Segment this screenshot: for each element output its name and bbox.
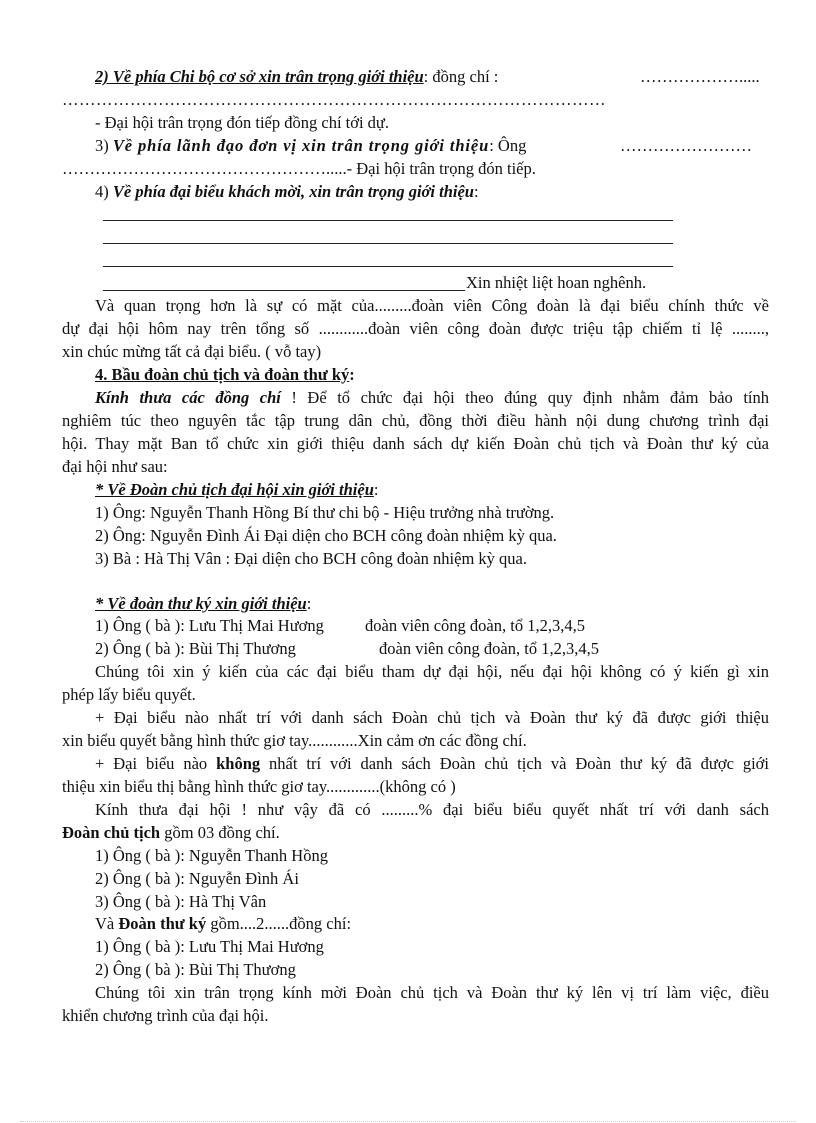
vote-p1-line-2: phép lấy biểu quyết. xyxy=(62,685,196,704)
result-secretariat-item: 2) Ông ( bà ): Bùi Thị Thương xyxy=(95,960,296,979)
closing-line-2: khiển chương trình của đại hội. xyxy=(62,1006,269,1025)
section-2-label: 2) Về phía Chi bộ cơ sở xin trân trọng giới thiệu xyxy=(95,67,424,86)
section-2-welcome: - Đại hội trân trọng đón tiếp đồng chí tới dự. xyxy=(95,113,389,132)
intro-line-2: nghiêm túc theo nguyên tắc tập trung dân chủ, đồng thời điều hành nội dung chương trình đại xyxy=(62,411,769,430)
section-3-line-1: 3) Về phía lãnh đạo đơn vị xin trân trọng giới thiệu: Ông xyxy=(95,136,527,155)
section-3-label: Về phía lãnh đạo đơn vị xin trân trọng giới thiệu xyxy=(112,136,490,155)
guest-blank-line-2[interactable] xyxy=(103,243,673,244)
page-bottom-divider xyxy=(20,1121,796,1122)
section-heading-elect: 4. Bầu đoàn chủ tịch và đoàn thư ký: xyxy=(95,365,355,384)
presence-line-3: xin chúc mừng tất cả đại biểu. ( vỗ tay) xyxy=(62,342,322,361)
guest-blank-line-4[interactable] xyxy=(103,290,465,291)
result-presidium-item: 2) Ông ( bà ): Nguyễn Đình Ái xyxy=(95,869,299,888)
secretariat-heading: * Về đoàn thư ký xin giới thiệu: xyxy=(95,594,312,613)
section-3-line-2: ………………………………………….....- Đại hội trân trọng đón tiếp. xyxy=(62,159,536,178)
section-2-dots: ………………..... xyxy=(640,67,760,86)
result-line-2: Đoàn chủ tịch gồm 03 đồng chí. xyxy=(62,823,280,842)
intro-line-4: đại hội như sau: xyxy=(62,457,168,476)
secretariat-item-role: đoàn viên công đoàn, tổ 1,2,3,4,5 xyxy=(365,616,585,635)
section-4-label: Về phía đại biểu khách mời, xin trân trọng giới thiệu xyxy=(112,182,474,201)
presidium-item: 1) Ông: Nguyễn Thanh Hồng Bí thư chi bộ - Hiệu trưởng nhà trường. xyxy=(95,503,555,522)
section-2-dots-line: …………………………………………………………………………………… xyxy=(62,90,606,109)
secretariat-item-name: 2) Ông ( bà ): Bùi Thị Thương xyxy=(95,639,296,658)
presence-line-1: Và quan trọng hơn là sự có mặt của.........đoàn viên Công đoàn là đại biểu chính thức về xyxy=(95,296,769,315)
section-3-dots: …………………… xyxy=(620,136,752,155)
greeting: Kính thưa các đồng chí xyxy=(95,388,281,407)
intro-line-3: hội. Thay mặt Ban tổ chức xin giới thiệu danh sách dự kiến Đoàn chủ tịch và Đoàn thư ký của xyxy=(62,434,769,453)
vote-p3-line-2: thiệu xin biểu thị bằng hình thức giơ tay.............(không có ) xyxy=(62,777,456,796)
section-2-line-1: 2) Về phía Chi bộ cơ sở xin trân trọng giới thiệu: đồng chí : xyxy=(95,67,499,86)
presidium-heading: * Về Đoàn chủ tịch đại hội xin giới thiệu: xyxy=(95,480,379,499)
result-line-1: Kính thưa đại hội ! như vậy đã có .........% đại biểu biểu quyết nhất trí với danh sách xyxy=(95,800,769,819)
closing-line-1: Chúng tôi xin trân trọng kính mời Đoàn chủ tịch và Đoàn thư ký lên vị trí làm việc, điều xyxy=(95,983,769,1002)
guest-blank-line-3[interactable] xyxy=(103,266,673,267)
result-secretariat-item: 1) Ông ( bà ): Lưu Thị Mai Hương xyxy=(95,937,324,956)
result-presidium-item: 1) Ông ( bà ): Nguyễn Thanh Hồng xyxy=(95,846,328,865)
result-secretariat-line: Và Đoàn thư ký gồm....2......đồng chí: xyxy=(95,914,352,933)
presidium-item: 3) Bà : Hà Thị Vân : Đại diện cho BCH công đoàn nhiệm kỳ qua. xyxy=(95,549,527,568)
secretariat-item-name: 1) Ông ( bà ): Lưu Thị Mai Hương xyxy=(95,616,324,635)
guest-blank-line-1[interactable] xyxy=(103,220,673,221)
presence-line-2: dự đại hội hôm nay trên tổng số ............đoàn viên công đoàn được triệu tập chiếm tỉ lệ ........, xyxy=(62,319,769,338)
vote-p1-line-1: Chúng tôi xin ý kiến của các đại biểu tham dự đại hội, nếu đại hội không có ý kiến gì xin xyxy=(95,662,769,681)
result-presidium-item: 3) Ông ( bà ): Hà Thị Vân xyxy=(95,892,267,911)
vote-p2-line-1: + Đại biểu nào nhất trí với danh sách Đoàn chủ tịch và Đoàn thư ký đã được giới thiệu xyxy=(95,708,769,727)
vote-p3-line-1: + Đại biểu nào không nhất trí với danh sách Đoàn chủ tịch và Đoàn thư ký đã được giới xyxy=(95,754,769,773)
intro-line-1: Kính thưa các đồng chí ! Để tổ chức đại hội theo đúng quy định nhằm đảm bảo tính xyxy=(95,388,769,407)
section-4-heading: 4) Về phía đại biểu khách mời, xin trân trọng giới thiệu: xyxy=(95,182,479,201)
applause-text: Xin nhiệt liệt hoan nghênh. xyxy=(466,273,647,292)
secretariat-item-role: đoàn viên công đoàn, tổ 1,2,3,4,5 xyxy=(379,639,599,658)
vote-p2-line-2: xin biểu quyết bằng hình thức giơ tay............Xin cảm ơn các đồng chí. xyxy=(62,731,527,750)
presidium-item: 2) Ông: Nguyễn Đình Ái Đại diện cho BCH công đoàn nhiệm kỳ qua. xyxy=(95,526,557,545)
